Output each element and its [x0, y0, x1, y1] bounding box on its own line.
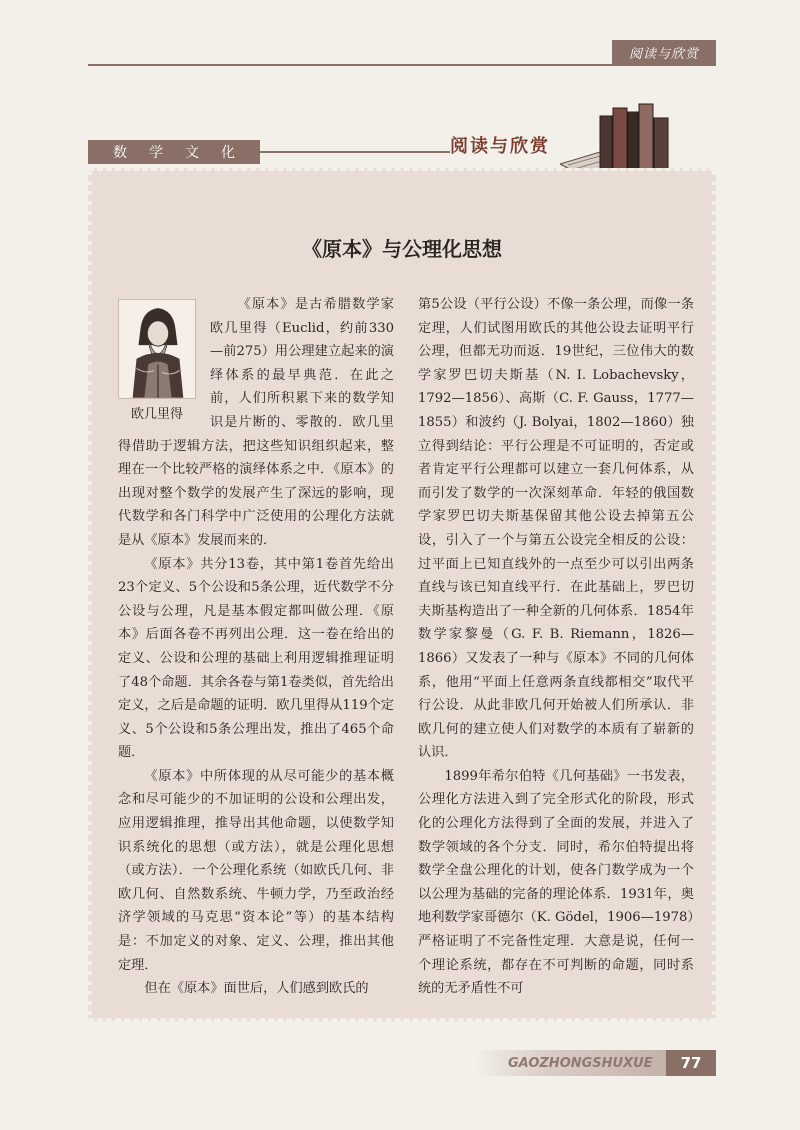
reading-panel [88, 168, 716, 1021]
band-char: 学 [149, 145, 163, 161]
left-column [118, 293, 394, 1001]
band-char: 化 [221, 145, 235, 161]
band-char: 文 [185, 145, 199, 161]
header-section-tab: 阅读与欣赏 [612, 40, 716, 64]
article-title: 《原本》与公理化思想 [302, 237, 502, 261]
page-number: 77 [666, 1050, 716, 1076]
header-rule [88, 64, 716, 66]
paragraph: 第5公设（平行公设）不像一条公理，而像一条定理，人们试图用欧氏的其他公设去证明平行公理，但都无功而返．19世纪，三位伟大的数学家罗巴切夫斯基（N. I. Lobachevsky，1792—1856）、高斯（C. F. Gauss，1777—1855）和波约（J. Bolyai，1802—1860）独立得到结论：平行公理是不可证明的，否定或者肯定平行公理都可以建立一套几何体系，从而引发了数学的一次深刻革命．年轻的俄国数学家罗巴切夫斯基保留其他公设去掉第五公设，引入了一个与第五公设完全相反的公设：过平面上已知直线外的一点至少可以引出两条直线与该已知直线平行．在此基础上，罗巴切夫斯基构造出了一种全新的几何体系．1854年数学家黎曼（G. F. B. Riemann，1826—1866）又发表了一种与《原本》不同的几何体系，他用“平面上任意两条直线都相交”取代平行公设．从此非欧几何开始被人们所承认．非欧几何的建立使人们对数学的本质有了崭新的认识． [418, 297, 694, 761]
band-char: 数 [113, 145, 127, 161]
band-divider [260, 151, 450, 153]
section-band-math-culture [88, 140, 260, 164]
portrait-caption: 欧几里得 [130, 407, 183, 422]
paragraph: 1899年希尔伯特《几何基础》一书发表，公理化方法进入到了完全形式化的阶段，形式化的公理化方法得到了全面的发展，并进入了数学领域的各个分支．同时，希尔伯特提出将数学全盘公理化的计划，使各门数学成为一个以公理为基础的完备的理论体系．1931年，奥地利数学家哥德尔（K. Gödel，1906—1978）严格证明了不完备性定理．大意是说，任何一个理论系统，都存在不可判断的命题，同时系统的无矛盾性不可 [418, 768, 694, 997]
right-column [418, 293, 694, 1001]
paragraph: 《原本》中所体现的从尽可能少的基本概念和尽可能少的不加证明的公设和公理出发，应用逻辑推理，推导出其他命题，以使数学知识系统化的思想（或方法），就是公理化思想（或方法）．一个公理化系统（如欧氏几何、非欧几何、自然数系统、牛顿力学，乃至政治经济学领域的马克思“资本论”等）的基本结构是：不加定义的对象、定义、公理，推出其他定理． [118, 768, 394, 973]
reading-title: 阅读与欣赏 [450, 136, 550, 157]
footer-running-head: GAOZHONGSHUXUE [472, 1050, 666, 1076]
paragraph-text: 《原本》是古希腊数学家欧几里得（Euclid，约前330—前275）用公理建立起来的演绎体系的最早典范．在此之前，人们所积累下来的数学知识是片断的、零散的．欧几里得借助于逻辑方法，把这些知识组织起来，整理在一个比较严格的演绎体系之中．《原本》的出现对整个数学的发展产生了深远的影响，现代数学和各门科学中广泛使用的公理化方法就是从《原本》发展而来的． [118, 297, 394, 548]
paragraph: 但在《原本》面世后，人们感到欧氏的 [144, 981, 369, 997]
paragraph: 《原本》共分13卷，其中第1卷首先给出23个定义、5个公设和5条公理，近代数学不分公设与公理，凡是基本假定都叫做公理．《原本》后面各卷不再列出公理．这一卷在给出的定义、公设和公理的基础上利用逻辑推理证明了48个命题．其余各卷与第1卷类似，首先给出定义，之后是命题的证明．欧几里得从119个定义、5个公设和5条公理出发，推出了465个命题． [118, 556, 394, 761]
